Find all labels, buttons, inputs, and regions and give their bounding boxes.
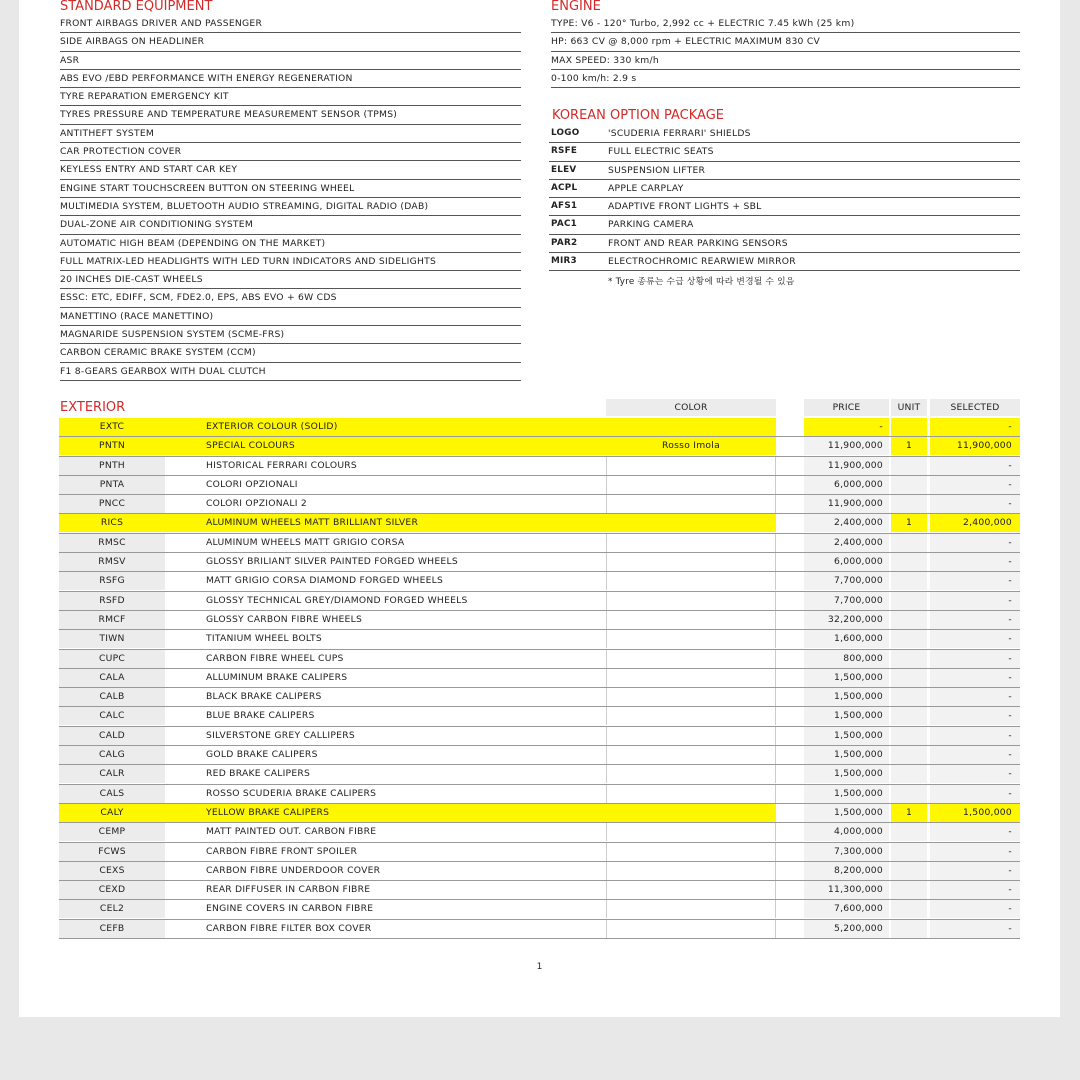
- option-desc: BLACK BRAKE CALIPERS: [206, 691, 322, 703]
- option-desc: ROSSO SCUDERIA BRAKE CALIPERS: [206, 787, 377, 799]
- option-code: RSFE: [551, 146, 578, 157]
- option-color: [606, 553, 776, 571]
- option-price: 800,000: [804, 650, 889, 668]
- option-code: CALR: [59, 765, 165, 783]
- option-desc: APPLE CARPLAY: [608, 182, 684, 194]
- option-price: 5,200,000: [804, 920, 889, 938]
- option-color: [606, 823, 776, 841]
- option-code: CALB: [59, 688, 165, 706]
- option-color: [606, 862, 776, 880]
- option-code: CUPC: [59, 650, 165, 668]
- table-row: [59, 746, 1020, 765]
- option-desc: ELECTROCHROMIC REARWIEW MIRROR: [608, 256, 796, 268]
- option-selected: -: [930, 862, 1020, 880]
- table-row: [59, 843, 1020, 862]
- option-color: [606, 611, 776, 629]
- table-row: [59, 457, 1020, 476]
- option-desc: CARBON FIBRE FRONT SPOILER: [206, 845, 358, 857]
- option-selected: 2,400,000: [930, 514, 1020, 532]
- option-item: [549, 253, 1020, 271]
- option-price: 1,500,000: [804, 688, 889, 706]
- korean-option-title: KOREAN OPTION PACKAGE: [552, 108, 724, 123]
- option-selected: -: [930, 900, 1020, 918]
- option-code: PAC1: [551, 219, 578, 230]
- option-unit: [891, 476, 927, 494]
- engine-spec-list: [551, 15, 1020, 88]
- option-color: [606, 514, 776, 532]
- option-desc: FRONT AND REAR PARKING SENSORS: [608, 237, 788, 249]
- option-selected: -: [930, 823, 1020, 841]
- option-desc: EXTERIOR COLOUR (SOLID): [165, 418, 606, 436]
- option-unit: [891, 592, 927, 610]
- option-unit: [891, 746, 927, 764]
- option-desc: 'SCUDERIA FERRARI' SHIELDS: [608, 128, 751, 139]
- option-desc: BLUE BRAKE CALIPERS: [206, 710, 315, 722]
- option-desc: RED BRAKE CALIPERS: [206, 768, 311, 780]
- option-unit: [891, 534, 927, 552]
- option-color: [606, 592, 776, 610]
- equipment-item: FULL MATRIX-LED HEADLIGHTS WITH LED TURN INDICATORS AND SIDELIGHTS: [60, 253, 521, 271]
- option-price: 1,500,000: [804, 804, 889, 822]
- option-item: [549, 162, 1020, 180]
- option-price: 1,500,000: [804, 727, 889, 745]
- option-unit: [891, 495, 927, 513]
- option-price: 11,900,000: [804, 457, 889, 475]
- option-unit: [891, 862, 927, 880]
- option-code: PNCC: [59, 495, 165, 513]
- option-code: CALS: [59, 785, 165, 803]
- unit-header: UNIT: [891, 399, 927, 416]
- option-color: [606, 495, 776, 513]
- option-code: PNTH: [59, 457, 165, 475]
- option-code: RMCF: [59, 611, 165, 629]
- option-code: RMSC: [59, 534, 165, 552]
- equipment-item: MAGNARIDE SUSPENSION SYSTEM (SCME-FRS): [60, 326, 521, 344]
- engine-title: ENGINE: [551, 0, 601, 14]
- option-unit: [891, 553, 927, 571]
- table-row: [59, 630, 1020, 649]
- option-color: [606, 900, 776, 918]
- option-selected: -: [930, 843, 1020, 861]
- equipment-item: AUTOMATIC HIGH BEAM (DEPENDING ON THE MARKET): [60, 235, 521, 253]
- equipment-item: ANTITHEFT SYSTEM: [60, 125, 521, 143]
- option-code: CEFB: [59, 920, 165, 938]
- table-row: [59, 669, 1020, 688]
- option-price: 2,400,000: [804, 534, 889, 552]
- option-unit: 1: [891, 514, 927, 532]
- option-code: CEMP: [59, 823, 165, 841]
- option-color: [606, 688, 776, 706]
- document-page: [19, 0, 1060, 1017]
- option-color: [606, 669, 776, 687]
- equipment-item: 20 INCHES DIE-CAST WHEELS: [60, 271, 521, 289]
- option-selected: -: [930, 765, 1020, 783]
- option-price: 11,900,000: [804, 437, 889, 455]
- equipment-item: DUAL-ZONE AIR CONDITIONING SYSTEM: [60, 216, 521, 234]
- table-row: [59, 688, 1020, 707]
- option-color: [606, 650, 776, 668]
- option-unit: [891, 457, 927, 475]
- table-row: [59, 881, 1020, 900]
- option-price: 6,000,000: [804, 553, 889, 571]
- option-price: 7,700,000: [804, 592, 889, 610]
- option-color: [606, 457, 776, 475]
- standard-equipment-list: [60, 15, 521, 381]
- option-price: 1,500,000: [804, 746, 889, 764]
- option-color: [606, 920, 776, 938]
- option-color: [606, 804, 776, 822]
- option-item: [549, 198, 1020, 216]
- option-desc: HISTORICAL FERRARI COLOURS: [206, 459, 358, 471]
- table-row: [59, 920, 1020, 939]
- option-unit: [891, 881, 927, 899]
- table-row: [59, 765, 1020, 784]
- engine-spec-item: MAX SPEED: 330 km/h: [551, 52, 1020, 70]
- table-row: [59, 514, 1020, 533]
- option-desc: GLOSSY BRILIANT SILVER PAINTED FORGED WHEELS: [206, 556, 458, 568]
- option-unit: [891, 611, 927, 629]
- option-desc: ALUMINUM WHEELS MATT GRIGIO CORSA: [206, 536, 405, 548]
- option-code: RICS: [59, 514, 165, 532]
- option-code: PNTA: [59, 476, 165, 494]
- selected-header: SELECTED: [930, 399, 1020, 416]
- table-row: [59, 476, 1020, 495]
- option-code: CALC: [59, 707, 165, 725]
- option-desc: PARKING CAMERA: [608, 219, 694, 231]
- option-code: CALA: [59, 669, 165, 687]
- option-price: 1,500,000: [804, 707, 889, 725]
- option-price: 7,700,000: [804, 572, 889, 590]
- option-unit: [891, 843, 927, 861]
- engine-spec-item: HP: 663 CV @ 8,000 rpm + ELECTRIC MAXIMUM 830 CV: [551, 33, 1020, 51]
- option-desc: ALLUMINUM BRAKE CALIPERS: [206, 671, 348, 683]
- option-price: 7,300,000: [804, 843, 889, 861]
- table-row: [59, 534, 1020, 553]
- option-item: [549, 180, 1020, 198]
- page-number: 1: [536, 962, 543, 972]
- equipment-item: F1 8-GEARS GEARBOX WITH DUAL CLUTCH: [60, 363, 521, 381]
- option-price: 6,000,000: [804, 476, 889, 494]
- option-code: AFS1: [551, 201, 578, 212]
- table-row: [59, 495, 1020, 514]
- equipment-item: SIDE AIRBAGS ON HEADLINER: [60, 33, 521, 51]
- equipment-item: CARBON CERAMIC BRAKE SYSTEM (CCM): [60, 344, 521, 362]
- table-row: [59, 553, 1020, 572]
- option-price: 1,500,000: [804, 669, 889, 687]
- option-selected: -: [930, 785, 1020, 803]
- option-code: ACPL: [551, 182, 578, 193]
- option-desc: YELLOW BRAKE CALIPERS: [165, 804, 606, 822]
- option-code: ELEV: [551, 164, 577, 175]
- equipment-item: ASR: [60, 52, 521, 70]
- option-unit: [891, 920, 927, 938]
- option-selected: -: [930, 534, 1020, 552]
- option-color: [606, 630, 776, 648]
- option-selected: -: [930, 476, 1020, 494]
- option-desc: GLOSSY CARBON FIBRE WHEELS: [206, 613, 363, 625]
- price-header: PRICE: [804, 399, 889, 416]
- option-item: [549, 235, 1020, 253]
- option-selected: -: [930, 650, 1020, 668]
- option-unit: 1: [891, 437, 927, 455]
- option-color: [606, 727, 776, 745]
- option-color: [606, 765, 776, 783]
- option-selected: 11,900,000: [930, 437, 1020, 455]
- option-code: EXTC: [59, 418, 165, 436]
- option-code: PNTN: [59, 437, 165, 455]
- option-unit: [891, 669, 927, 687]
- table-row: [59, 727, 1020, 746]
- standard-equipment-title: STANDARD EQUIPMENT: [60, 0, 213, 14]
- option-color: [606, 746, 776, 764]
- option-code: RMSV: [59, 553, 165, 571]
- table-row: [59, 707, 1020, 726]
- option-selected: 1,500,000: [930, 804, 1020, 822]
- option-selected: -: [930, 553, 1020, 571]
- option-desc: MATT GRIGIO CORSA DIAMOND FORGED WHEELS: [206, 575, 444, 587]
- option-desc: SUSPENSION LIFTER: [608, 164, 706, 176]
- option-desc: COLORI OPZIONALI: [206, 478, 298, 490]
- option-code: CALY: [59, 804, 165, 822]
- option-desc: ADAPTIVE FRONT LIGHTS + SBL: [608, 201, 762, 213]
- option-item: [549, 216, 1020, 234]
- option-color: [606, 881, 776, 899]
- option-selected: -: [930, 707, 1020, 725]
- option-code: CALD: [59, 727, 165, 745]
- engine-spec-item: 0-100 km/h: 2.9 s: [551, 70, 1020, 88]
- option-color: Rosso Imola: [606, 437, 776, 455]
- equipment-item: ABS EVO /EBD PERFORMANCE WITH ENERGY REGENERATION: [60, 70, 521, 88]
- option-unit: [891, 650, 927, 668]
- option-desc: FULL ELECTRIC SEATS: [608, 146, 714, 158]
- option-desc: COLORI OPZIONALI 2: [206, 498, 307, 510]
- option-code: TIWN: [59, 630, 165, 648]
- option-price: 4,000,000: [804, 823, 889, 841]
- option-color: [606, 572, 776, 590]
- option-color: [606, 707, 776, 725]
- option-price: 32,200,000: [804, 611, 889, 629]
- equipment-item: MULTIMEDIA SYSTEM, BLUETOOTH AUDIO STREAMING, DIGITAL RADIO (DAB): [60, 198, 521, 216]
- option-unit: [891, 900, 927, 918]
- table-row: [59, 437, 1020, 456]
- option-desc: ENGINE COVERS IN CARBON FIBRE: [206, 903, 374, 915]
- option-selected: -: [930, 418, 1020, 436]
- table-row: [59, 785, 1020, 804]
- equipment-item: TYRES PRESSURE AND TEMPERATURE MEASUREMENT SENSOR (TPMS): [60, 106, 521, 124]
- option-selected: -: [930, 611, 1020, 629]
- equipment-item: FRONT AIRBAGS DRIVER AND PASSENGER: [60, 15, 521, 33]
- option-price: 1,500,000: [804, 765, 889, 783]
- option-desc: CARBON FIBRE UNDERDOOR COVER: [206, 864, 381, 876]
- engine-spec-item: TYPE: V6 - 120° Turbo, 2,992 cc + ELECTRIC 7.45 kWh (25 km): [551, 15, 1020, 33]
- equipment-item: CAR PROTECTION COVER: [60, 143, 521, 161]
- table-row: [59, 862, 1020, 881]
- exterior-title: EXTERIOR: [60, 400, 126, 415]
- table-row: [59, 418, 1020, 437]
- option-desc: REAR DIFFUSER IN CARBON FIBRE: [206, 884, 371, 896]
- option-price: 11,900,000: [804, 495, 889, 513]
- tyre-note: * Tyre 종류는 수급 상황에 따라 변경될 수 있음: [608, 277, 795, 287]
- option-selected: -: [930, 669, 1020, 687]
- table-row: [59, 650, 1020, 669]
- korean-option-list: [549, 125, 1020, 271]
- option-item: [549, 125, 1020, 143]
- option-unit: [891, 707, 927, 725]
- option-code: CEL2: [59, 900, 165, 918]
- table-row: [59, 572, 1020, 591]
- option-desc: SPECIAL COLOURS: [165, 437, 606, 455]
- option-selected: -: [930, 592, 1020, 610]
- option-unit: [891, 765, 927, 783]
- option-selected: -: [930, 630, 1020, 648]
- option-unit: [891, 823, 927, 841]
- option-color: [606, 785, 776, 803]
- option-code: CALG: [59, 746, 165, 764]
- option-desc: ALUMINUM WHEELS MATT BRILLIANT SILVER: [165, 514, 606, 532]
- option-unit: [891, 688, 927, 706]
- option-desc: GOLD BRAKE CALIPERS: [206, 749, 318, 761]
- table-row: [59, 900, 1020, 919]
- option-selected: -: [930, 688, 1020, 706]
- option-color: [606, 476, 776, 494]
- option-price: 2,400,000: [804, 514, 889, 532]
- table-row: [59, 804, 1020, 823]
- option-unit: [891, 727, 927, 745]
- option-price: 8,200,000: [804, 862, 889, 880]
- table-row: [59, 592, 1020, 611]
- option-code: PAR2: [551, 237, 578, 248]
- exterior-options-table: [59, 418, 1020, 939]
- equipment-item: MANETTINO (RACE MANETTINO): [60, 308, 521, 326]
- equipment-item: KEYLESS ENTRY AND START CAR KEY: [60, 161, 521, 179]
- option-unit: [891, 630, 927, 648]
- option-selected: -: [930, 495, 1020, 513]
- option-selected: -: [930, 746, 1020, 764]
- option-desc: MATT PAINTED OUT. CARBON FIBRE: [206, 826, 377, 838]
- option-price: 1,600,000: [804, 630, 889, 648]
- option-code: RSFD: [59, 592, 165, 610]
- option-color: [606, 843, 776, 861]
- option-unit: [891, 572, 927, 590]
- option-selected: -: [930, 881, 1020, 899]
- option-selected: -: [930, 727, 1020, 745]
- option-price: 7,600,000: [804, 900, 889, 918]
- option-code: CEXS: [59, 862, 165, 880]
- option-desc: GLOSSY TECHNICAL GREY/DIAMOND FORGED WHEELS: [206, 594, 468, 606]
- option-unit: 1: [891, 804, 927, 822]
- equipment-item: ENGINE START TOUCHSCREEN BUTTON ON STEERING WHEEL: [60, 180, 521, 198]
- option-selected: -: [930, 920, 1020, 938]
- option-desc: SILVERSTONE GREY CALLIPERS: [206, 729, 355, 741]
- option-price: -: [804, 418, 889, 436]
- option-selected: -: [930, 457, 1020, 475]
- option-code: MIR3: [551, 256, 577, 267]
- option-price: 1,500,000: [804, 785, 889, 803]
- table-row: [59, 611, 1020, 630]
- option-desc: TITANIUM WHEEL BOLTS: [206, 633, 322, 645]
- option-color: [606, 418, 776, 436]
- option-desc: CARBON FIBRE FILTER BOX COVER: [206, 922, 372, 934]
- option-code: LOGO: [551, 128, 580, 138]
- option-color: [606, 534, 776, 552]
- option-price: 11,300,000: [804, 881, 889, 899]
- equipment-item: ESSC: ETC, EDIFF, SCM, FDE2.0, EPS, ABS EVO + 6W CDS: [60, 289, 521, 307]
- table-row: [59, 823, 1020, 842]
- option-code: FCWS: [59, 843, 165, 861]
- equipment-item: TYRE REPARATION EMERGENCY KIT: [60, 88, 521, 106]
- color-header: COLOR: [606, 399, 776, 416]
- option-item: [549, 143, 1020, 161]
- option-unit: [891, 785, 927, 803]
- option-desc: CARBON FIBRE WHEEL CUPS: [206, 652, 344, 664]
- option-code: CEXD: [59, 881, 165, 899]
- option-unit: [891, 418, 927, 436]
- option-selected: -: [930, 572, 1020, 590]
- option-code: RSFG: [59, 572, 165, 590]
